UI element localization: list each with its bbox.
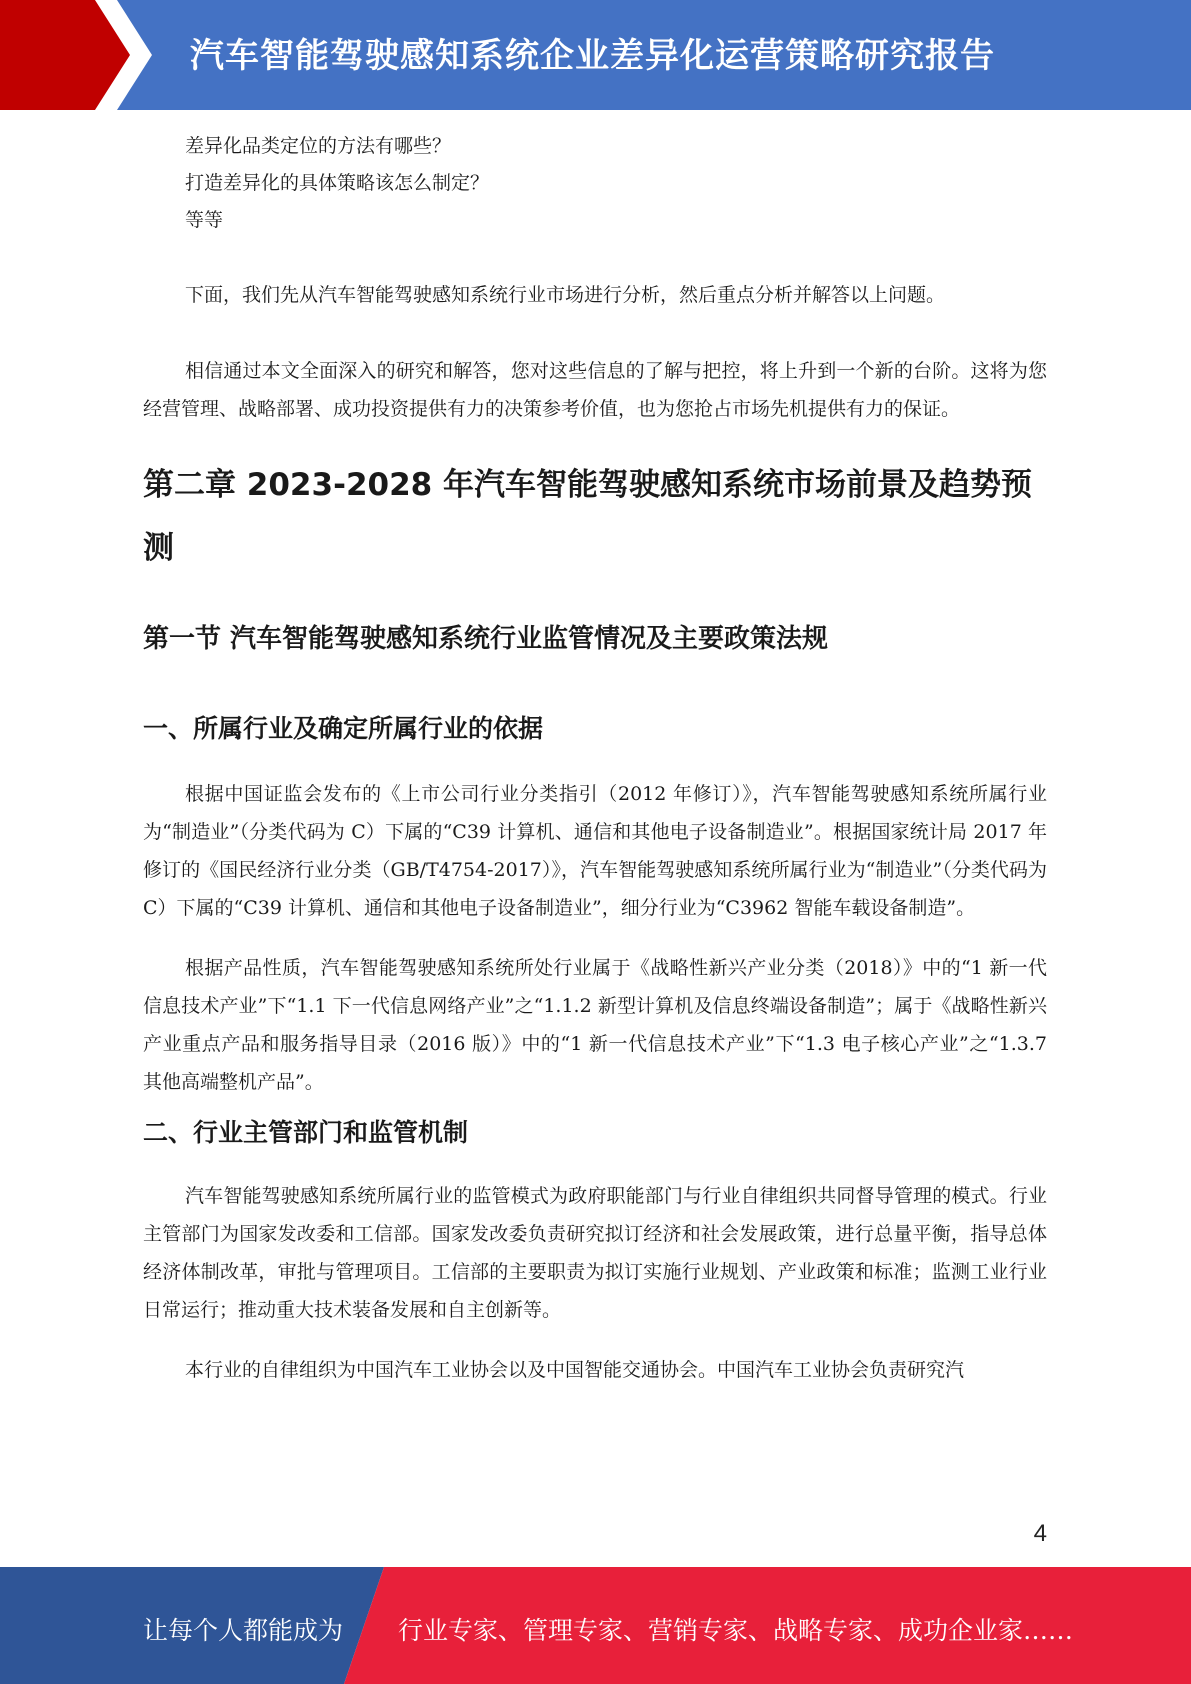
body-paragraph: 根据中国证监会发布的《上市公司行业分类指引（2012 年修订）》，汽车智能驾驶感知系统所属行业为“制造业”（分类代码为 C）下属的“C39 计算机、通信和其他电子设备制造业”。根据国家统计局 2017 年修订的《国民经济行业分类（GB/T4754-2017）》，汽车智能驾驶感知系统所属行业为“制造业”（分类代码为 C）下属的“C39 计算机、通信和其他电子设备制造业”，细分行业为“C3962 智能车载设备制造”。 [143,783,1047,919]
intro-question: 等等 [185,209,224,231]
section-title: 第一节 汽车智能驾驶感知系统行业监管情况及主要政策法规 [143,624,829,654]
intro-question: 打造差异化的具体策略该怎么制定？ [185,172,490,194]
body-paragraph: 汽车智能驾驶感知系统所属行业的监管模式为政府职能部门与行业自律组织共同督导管理的模式。行业主管部门为国家发改委和工信部。国家发改委负责研究拟订经济和社会发展政策，进行总量平衡，指导总体经济体制改革，审批与管理项目。工信部的主要职责为拟订实施行业规划、产业政策和标准；监测工业行业日常运行；推动重大技术装备发展和自主创新等。 [143,1185,1047,1321]
intro-paragraph: 下面，我们先从汽车智能驾驶感知系统行业市场进行分析，然后重点分析并解答以上问题。 [185,284,946,306]
body-paragraph: 本行业的自律组织为中国汽车工业协会以及中国智能交通协会。中国汽车工业协会负责研究汽 [185,1359,965,1381]
report-title: 汽车智能驾驶感知系统企业差异化运营策略研究报告 [190,36,995,76]
footer-slogan-left: 让每个人都能成为 [143,1616,344,1645]
report-footer [0,1567,1191,1684]
intro-question: 差异化品类定位的方法有哪些？ [185,135,452,157]
footer-slogan-right: 行业专家、管理专家、营销专家、战略专家、成功企业家…… [398,1616,1074,1645]
report-header [0,0,1191,110]
intro-paragraph: 相信通过本文全面深入的研究和解答，您对这些信息的了解与把控，将上升到一个新的台阶。这将为您经营管理、战略部署、成功投资提供有力的决策参考价值，也为您抢占市场先机提供有力的保证。 [143,360,1047,420]
subsection-title: 二、行业主管部门和监管机制 [143,1118,469,1147]
page-number: 4 [1033,1520,1047,1547]
chapter-title: 第二章 2023-2028 年汽车智能驾驶感知系统市场前景及趋势预测 [143,467,1033,566]
page-content [143,128,1047,1389]
body-paragraph: 根据产品性质，汽车智能驾驶感知系统所处行业属于《战略性新兴产业分类（2018）》中的“1 新一代信息技术产业”下“1.1 下一代信息网络产业”之“1.1.2 新型计算机及信息终端设备制造”；属于《战略性新兴产业重点产品和服务指导目录（2016 版）》中的“1 新一代信息技术产业”下“1.3 电子核心产业”之“1.3.7 其他高端整机产品”。 [143,957,1047,1093]
subsection-title: 一、所属行业及确定所属行业的依据 [143,714,544,743]
